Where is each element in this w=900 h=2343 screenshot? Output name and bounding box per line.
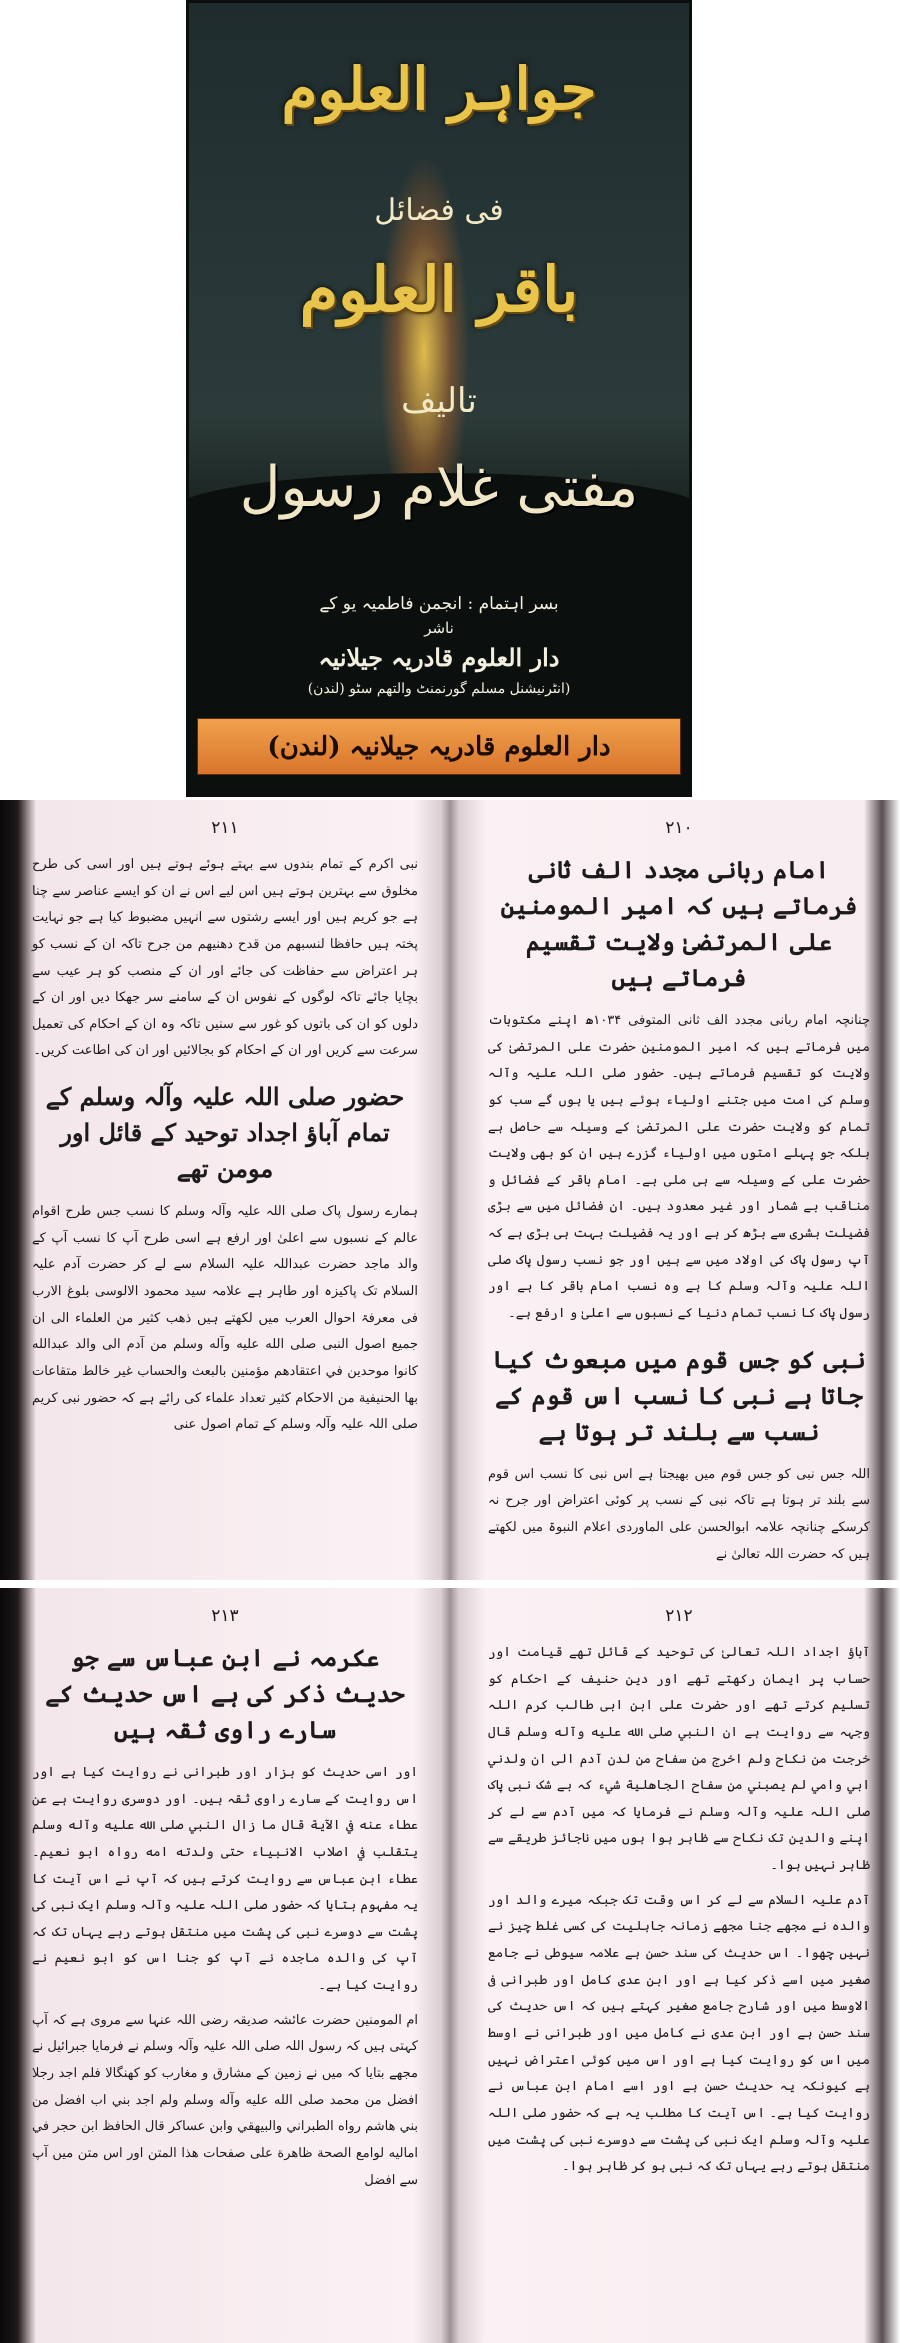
cover-publisher-label: ناشر	[424, 619, 454, 637]
cover-subtitle: باقر العلوم	[299, 253, 579, 326]
page-number: ۲۱۱	[211, 818, 239, 838]
book-spread-1	[0, 800, 900, 1580]
page-number: ۲۱۲	[665, 1606, 693, 1626]
cover-sponsor: بسر اہتمام : انجمن فاطمیہ یو کے	[319, 594, 559, 614]
page-number: ۲۱۰	[665, 818, 693, 838]
cover-author: مفتی غلام رسول	[239, 455, 639, 520]
cover-bar-text: دار العلوم قادریہ جیلانیہ (لندن)	[267, 731, 611, 762]
paragraph: اللہ جس نبی کو جس قوم میں بھیجتا ہے اس نبی کا نسب اس قوم سے بلند تر ہوتا ہے تاکہ نبی کے نسب پر کوئی اعتراض اور جرح نہ کرسکے چنانچہ علامہ ابوالحسن علی الماوردی اعلام النبوۃ میں لکھتے ہیں کہ حضرت اللہ تعالیٰ نے	[488, 1466, 870, 1562]
paragraph: آدم علیہ السلام سے لے کر اس وقت تک جبکہ میرے والد اور والدہ نے مجھے جنا مجھے زمانہ جاہلیت کی کسی غلط چیز نے نہیں چھوا۔ اس حدیث کی سند حسن ہے علامہ سیوطی نے جامع صغیر میں اسے ذکر کیا ہے اور ابن عدی کامل اور طبرانی فی الاوسط میں اور شارح جامع صغیر کہتے ہیں کہ اس حدیث کی سند حسن ہے اور ابن عدی نے کامل میں اور طبرانی نے اوسط میں اس کو روایت کیا ہے اور اس میں کوئی اعتراض نہیں ہے کیونکہ یہ حدیث حسن ہے اور اسے امام ابن عباس نے روایت کیا ہے۔ اس آیت کا مطلب یہ ہے کہ حضور صلی اللہ علیہ وآلہ وسلم ایک نبی کی پشت سے دوسرے نبی کی پشت میں منتقل ہوتے رہے یہاں تک کہ نبی ہو کر ظاہر ہوا۔	[488, 1892, 870, 2175]
paragraph: ہمارے رسول پاک صلی اللہ علیہ وآلہ وسلم کا نسب جس طرح اقوام عالم کے نسبوں سے اعلیٰ اور ارفع ہے اسی طرح آپ کا نسب آپ کے والد ماجد حضرت عبداللہ علیہ السلام سے لے کر حضرت آدم علیہ السلام تک پاکیزہ اور طاہر ہے علامہ سید محمود الالوسی بلوغ الارب فی معرفۃ احوال العرب میں لکھتے ہیں ذهب كثير من العلماء الى ان جميع اصول النبی صلی الله عليه وآله وسلم من آدم الى والد عبدالله كانوا موحدين في اعتقادهم مؤمنين بالبعث والحساب غير خالط متقاعات بها الحنيفية من الاحكام کثیر تعداد علماء کی رائے ہے کہ حضور نبی کریم صلی اللہ علیہ وآلہ وسلم کے تمام اصول عنی	[32, 1204, 418, 1433]
paragraph: آباؤ اجداد اللہ تعالیٰ کی توحید کے قائل تھے قیامت اور حساب پر ایمان رکھتے تھے اور دین حنیف کے احکام کو تسلیم کرتے تھے اور حضرت علی ابن ابی طالب کرم اللہ وجہہ سے روایت ہے ان النبي صلى الله عليه وآله وسلم قال خرجت من نكاح ولم اخرج من سفاح من لدن آدم الى ان ولدني ابي وامي لم يصبني من سفاح الجاهلية شيء کہ بے شک نبی پاک صلی اللہ علیہ وآلہ وسلم نے فرمایا کہ میں آدم سے لے کر اپنے والدین تک نکاح سے ظاہر ہوا ہوں میں ناجائز طریقے سے ظاہر نہیں ہوا۔	[488, 1645, 870, 1874]
paragraph: اور اسی حدیث کو بزار اور طبرانی نے روایت کیا ہے اور اس روایت کے سارے راوی ثقہ ہیں۔ اور دوسری روایت ہے عن عطاء عنه في الآية قال ما زال النبي صلى الله عليه وآله وسلم يتقلب في اصلاب الانبياء حتى ولدته امه رواه ابو نعيم۔ عطاء ابن عباس سے روایت کرتے ہیں کہ آپ نے اس آیت کا یہ مفہوم بتایا کہ حضور صلی اللہ علیہ وآلہ وسلم ایک نبی کی پشت سے دوسرے نبی کی پشت میں منتقل ہوتے رہے یہاں تک کہ آپ کی والدہ ماجدہ نے آپ کو جنا اس کو ابو نعیم نے روایت کیا ہے۔	[32, 1765, 418, 1994]
section-heading: امام ربانی مجدد الف ثانی فرماتے ہیں کہ امیر المومنین علی المرتضیٰ ولایت تقسیم فرماتے ہیں	[500, 855, 858, 992]
page-211	[22, 800, 432, 1580]
paragraph: نبی اکرم کے تمام بندوں سے بہتے ہوئے ہوتے ہیں اور اسی کی طرح مخلوق سے بہترین ہوتے ہیں اس لیے اس نے ان کو ایسے عناصر سے چنا ہے جو کریم ہیں اور ایسے رشتوں سے انہیں مضبوط کیا ہے جو نہایت پختہ ہیں حافظا لنسبهم من قدح دهنيهم من جرح تاکہ ان کے نسب کو ہر اعتراض سے حفاظت کی جائے اور ان کے منصب کو ہر عیب سے بچایا جائے تاکہ لوگوں کے نفوس ان کے سامنے سر جھکا دیں اور ان کے دلوں کو ان کی باتوں کو غور سے سنیں تاکہ وہ ان کے احکام کی تعمیل سرعت سے کریں اور ان کے احکام کو بجالائیں اور ان کی اطاعت کریں۔	[32, 857, 418, 1059]
section-heading: عکرمہ نے ابن عباس سے جو حدیث ذکر کی ہے اس حدیث کے سارے راوی ثقہ ہیں	[45, 1643, 405, 1744]
cover-talif: تالیف	[401, 381, 477, 421]
cover-publisher-sub: (انٹرنیشنل مسلم گورنمنٹ والتھم سٹو (لندن)	[307, 681, 571, 697]
book-spread-2	[0, 1588, 900, 2343]
paragraph: چنانچہ امام ربانی مجدد الف ثانی المتوفی ۱۰۳۴ھ اپنے مکتوبات میں فرماتے ہیں کہ امیر المومنین حضرت علی المرتضیٰ کی ولایت کو تقسیم فرماتے ہیں۔ حضور صلی اللہ علیہ وآلہ وسلم کی امت میں جتنے اولیاء ہوئے ہیں یا ہوں گے سب کو تمام کو ولایت حضرت علی المرتضیٰ کے وسیلہ سے حاصل ہے بلکہ جو پہلے امتوں میں اولیاء گزرے ہیں ان کو بھی ولایت حضرت علی کے وسیلہ سے ہی ملی ہے۔ امام باقر کے فضائل و مناقب بے شمار اور غیر معدود ہیں۔ ان فضائل میں سے بڑی فضیلت بشری سے بڑھ کر ہے اور یہ فضیلت بہت ہی بڑی ہے کہ آپ رسول پاک کی اولاد میں سے ہیں اور جو نسب رسول پاک صلی اللہ علیہ وآلہ وسلم کا ہے وہ نسب امام باقر کا ہے اور رسول پاک کا نسب تمام دنیا کے نسبوں سے اعلیٰ و ارفع ہے۔	[488, 1013, 870, 1322]
page-212	[472, 1588, 880, 2343]
cover-bottom-bar	[197, 718, 681, 775]
page-213	[22, 1588, 432, 2343]
cover-publisher: دار العلوم قادریہ جیلانیہ	[318, 643, 560, 672]
paragraph: ام المومنین حضرت عائشہ صدیقہ رضی اللہ عنہا سے مروی ہے کہ آپ کہتی ہیں کہ رسول اللہ صلی اللہ علیہ وآلہ وسلم نے فرمایا جبرائیل نے مجھے بتایا کہ میں نے زمین کے مشارق و مغارب کو کھنگالا فلم اجد رجلا افضل من محمد صلى الله عليه وآله وسلم ولم اجد بني اب افضل من بني هاشم رواه الطبراني والبيهقي وابن عساكر قال الحافظ ابن حجر في اماليه لوامع الصحة ظاهرة على صفحات هذا المتن اور اس متن میں آپ سے افضل	[32, 2012, 418, 2188]
page-210	[472, 800, 880, 1580]
page-number: ۲۱۳	[211, 1606, 239, 1626]
section-heading: نبی کو جس قوم میں مبعوث کیا جاتا ہے نبی کا نسب اس قوم کے نسب سے بلند تر ہوتا ہے	[492, 1344, 866, 1446]
cover-title: جواہر العلوم	[281, 55, 597, 123]
section-heading: حضور صلی اللہ علیہ وآلہ وسلم کے تمام آباؤ اجداد توحید کے قائل اور مومن تھے	[45, 1082, 405, 1184]
cover-fi-fazail: فی فضائل	[374, 193, 504, 228]
book-cover	[186, 0, 692, 797]
